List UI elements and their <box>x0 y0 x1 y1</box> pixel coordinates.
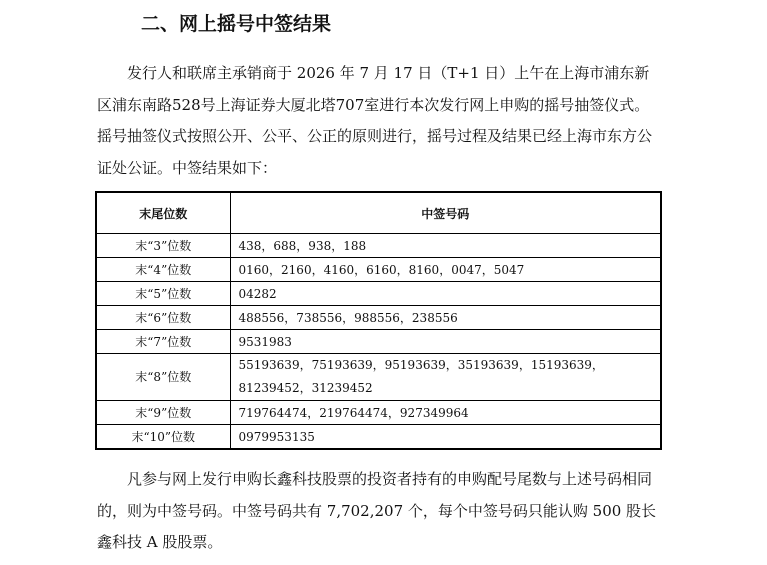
table-row <box>96 282 661 306</box>
table-row <box>96 258 661 282</box>
tail-digits-cell: 末“4”位数 <box>96 258 230 282</box>
table-row <box>96 306 661 330</box>
winning-numbers-cell: 0160，2160，4160，6160，8160，0047，5047 <box>230 258 661 282</box>
winning-numbers-cell: 0979953135 <box>230 425 661 450</box>
tail-digits-cell: 末“10”位数 <box>96 425 230 450</box>
tail-digits-cell: 末“8”位数 <box>96 354 230 401</box>
winning-numbers-cell: 04282 <box>230 282 661 306</box>
table-row <box>96 425 661 450</box>
table-row <box>96 234 661 258</box>
header-winning-numbers: 中签号码 <box>230 192 661 234</box>
tail-digits-cell: 末“6”位数 <box>96 306 230 330</box>
winning-numbers-cell: 438，688，938，188 <box>230 234 661 258</box>
header-tail-digits: 末尾位数 <box>96 192 230 234</box>
table-header-row <box>96 192 661 234</box>
intro-paragraph: 发行人和联席主承销商于 2026 年 7 月 17 日（T+1 日）上午在上海市浦东新区浦东南路528号上海证券大厦北塔707室进行本次发行网上申购的摇号抽签仪式。摇号抽签仪式按照公开、公平、公正的原则进行，摇号过程及结果已经上海市东方公证处公证。中签结果如下： <box>97 64 653 177</box>
tail-digits-cell: 末“3”位数 <box>96 234 230 258</box>
table-row <box>96 354 661 401</box>
winning-numbers-cell: 55193639，75193639，95193639，35193639，15193639，81239452，31239452 <box>230 354 661 401</box>
table-row <box>96 330 661 354</box>
tail-digits-cell: 末“9”位数 <box>96 401 230 425</box>
winning-numbers-cell: 488556，738556，988556，238556 <box>230 306 661 330</box>
section-heading: 二、网上摇号中签结果 <box>141 13 332 35</box>
closing-paragraph: 凡参与网上发行申购长鑫科技股票的投资者持有的申购配号尾数与上述号码相同的，则为中签号码。中签号码共有 7,702,207 个，每个中签号码只能认购 500 股长鑫科技 A 股股票。 <box>97 470 657 551</box>
lottery-result-table <box>95 191 662 450</box>
tail-digits-cell: 末“5”位数 <box>96 282 230 306</box>
winning-numbers-cell: 719764474，219764474，927349964 <box>230 401 661 425</box>
winning-numbers-cell: 9531983 <box>230 330 661 354</box>
table-row <box>96 401 661 425</box>
tail-digits-cell: 末“7”位数 <box>96 330 230 354</box>
